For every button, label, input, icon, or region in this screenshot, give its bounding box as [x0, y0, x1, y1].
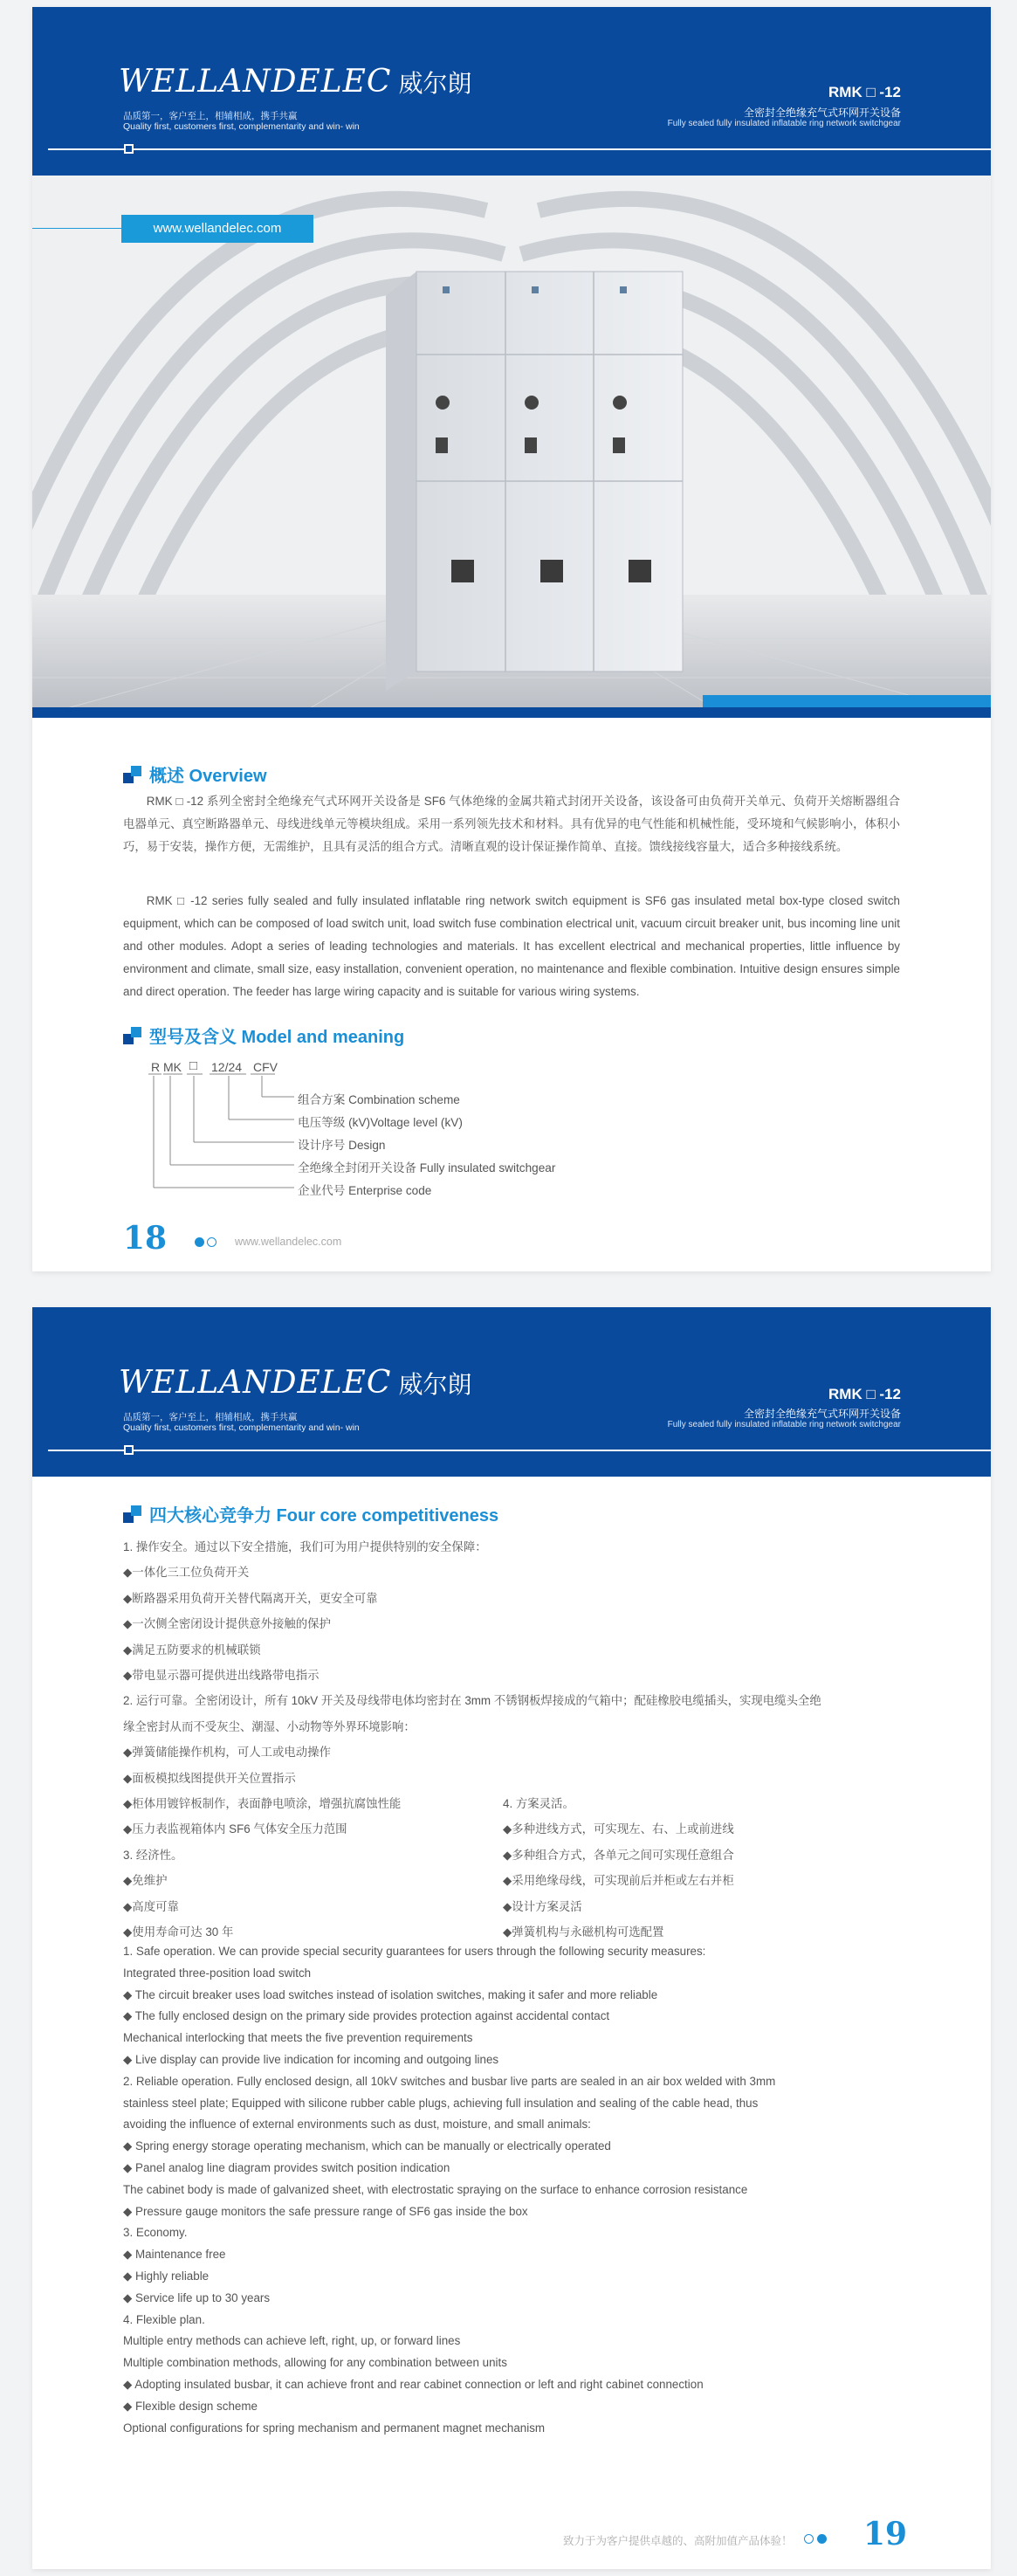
- website-url-tag[interactable]: www.wellandelec.com: [121, 215, 313, 243]
- footer-url[interactable]: www.wellandelec.com: [235, 1236, 342, 1248]
- hero-photo: [32, 176, 991, 718]
- en-line: ◆ Highly reliable: [123, 2269, 210, 2283]
- page-header: [32, 1307, 991, 1477]
- en-line: ◆ Spring energy storage operating mechanism, which can be manually or electrically operated: [123, 2139, 611, 2153]
- brand-name-en: WELLANDELEC: [119, 1365, 392, 1401]
- header-rule-marker: [124, 144, 134, 154]
- hero-base-bar: [32, 707, 991, 718]
- catalog-page-19: [32, 1307, 991, 2569]
- en-line: Integrated three-position load switch: [123, 1966, 312, 1980]
- en-line: ◆ The circuit breaker uses load switches instead of isolation switches, making it safer and more reliable: [123, 1987, 658, 2001]
- product-heading: [552, 7, 901, 138]
- slogan-cn: 品质第一，客户至上，相辅相成，携手共赢: [123, 1412, 298, 1422]
- cn-line: ◆面板模拟线图提供开关位置指示: [123, 1771, 296, 1785]
- slogan-en: Quality first, customers first, complementarity and win- win: [123, 121, 360, 132]
- en-line: 1. Safe operation. We can provide special security guarantees for users through the following security measures:: [123, 1945, 706, 1958]
- hero-accent-bar: [703, 695, 991, 707]
- en-line: ◆ Live display can provide live indication for incoming and outgoing lines: [123, 2053, 499, 2066]
- en-line: 4. Flexible plan.: [123, 2312, 205, 2326]
- model-label-combination: 组合方案 Combination scheme: [298, 1093, 460, 1106]
- en-line: ◆ Maintenance free: [123, 2248, 226, 2262]
- cn-line: 缘全密封从而不受灰尘、潮湿、小动物等外界环境影响：: [123, 1719, 416, 1733]
- cn-line: ◆一次侧全密闭设计提供意外接触的保护: [123, 1617, 331, 1631]
- page-header: [32, 7, 991, 176]
- slogan-cn: 品质第一，客户至上，相辅相成，携手共赢: [123, 111, 298, 121]
- en-line: Multiple entry methods can achieve left, right, up, or forward lines: [123, 2334, 461, 2348]
- cn-line-right-col: ◆采用绝缘母线，可实现前后并柜或左右并柜: [503, 1874, 734, 1888]
- competitiveness-heading: [123, 1501, 498, 1526]
- model-meaning-title: 型号及含义 Model and meaning: [149, 1028, 405, 1047]
- page-dot-outline-icon: [207, 1237, 216, 1247]
- overview-paragraph-en: RMK □ -12 series fully sealed and fully insulated inflatable ring network switch equipment is SF6 gas insulated metal box-type closed switch equipment, which can be composed of load switch unit, load switch fuse combination electrical unit, vacuum circuit breaker unit, bus incoming line unit and other modules. Adopt a series of leading technologies and materials. It has excellent electrical and mechanical properties, little influence by environment and climate, small size, easy installation, convenient operation, no maintenance and flexible combination. Intuitive design ensures simple and direct operation. The feeder has large wiring capacity and is suitable for various wiring systems.: [123, 894, 900, 998]
- cn-line: ◆断路器采用负荷开关替代隔离开关，更安全可靠: [123, 1591, 378, 1605]
- section-mark-icon: [123, 1505, 142, 1523]
- page-dot-outline-icon: [804, 2534, 814, 2544]
- cn-line-right-col: ◆多种组合方式，各单元之间可实现任意组合: [503, 1848, 734, 1862]
- brand-logo: [119, 1365, 471, 1401]
- url-tag-line: [32, 228, 121, 229]
- brand-name-cn: 威尔朗: [398, 69, 472, 98]
- product-model: RMK □ -12: [828, 84, 901, 100]
- overview-paragraph-cn: RMK □ -12 系列全密封全绝缘充气式环网开关设备是 SF6 气体绝缘的金属共箱式封闭开关设备，该设备可由负荷开关单元、负荷开关熔断器组合电器单元、真空断路器单元、母线进线单元等模块组成。采用一系列领先技术和材料。具有优异的电气性能和机械性能，受环境和气候影响小，体积小巧，易于安装，操作方便，无需维护，且具有灵活的组合方式。清晰直观的设计保证操作简单、直接。馈线接线容量大，适合多种接线系统。: [123, 795, 900, 853]
- brand-name-en: WELLANDELEC: [119, 64, 392, 100]
- en-line: avoiding the influence of external environments such as dust, moisture, and small animals:: [123, 2118, 591, 2132]
- en-line: 2. Reliable operation. Fully enclosed design, all 10kV switches and busbar live parts are sealed in an air box welded with 3mm: [123, 2074, 776, 2088]
- model-code-part-4: 12/24: [211, 1060, 243, 1074]
- product-model: RMK □ -12: [828, 1386, 901, 1402]
- model-label-enterprise: 企业代号 Enterprise code: [298, 1184, 432, 1197]
- overview-heading: [123, 761, 267, 787]
- cn-line: ◆带电显示器可提供进出线路带电指示: [123, 1669, 320, 1682]
- cn-line-left-col: ◆压力表监视箱体内 SF6 气体安全压力范围: [123, 1822, 347, 1836]
- product-heading: [552, 1307, 901, 1438]
- en-line: ◆ Adopting insulated busbar, it can achieve front and rear cabinet connection or left and right cabinet connection: [123, 2378, 704, 2391]
- cn-line-right-col: ◆多种进线方式，可实现左、右、上或前进线: [503, 1822, 734, 1836]
- product-name-cn: 全密封全绝缘充气式环网开关设备: [743, 1408, 901, 1420]
- cn-line-left-col: 3. 经济性。: [123, 1848, 183, 1862]
- cn-line: 2. 运行可靠。全密闭设计，所有 10kV 开关及母线带电体均密封在 3mm 不锈钢板焊接成的气箱中；配硅橡胶电缆插头，实现电缆头全绝: [123, 1694, 821, 1708]
- model-meaning-heading: [123, 1023, 404, 1048]
- cn-line-right-col: ◆设计方案灵活: [503, 1899, 582, 1913]
- page-number: 18: [123, 1220, 168, 1257]
- product-name-en: Fully sealed fully insulated inflatable ring network switchgear: [667, 119, 901, 128]
- cn-line-left-col: ◆高度可靠: [123, 1899, 179, 1913]
- en-line: ◆ The fully enclosed design on the primary side provides protection against accidental contact: [123, 2009, 610, 2023]
- en-line: stainless steel plate; Equipped with silicone rubber cable plugs, achieving full insulation and sealing of the cable head, thus: [123, 2096, 759, 2110]
- hallway-switchgear-illustration: [32, 176, 991, 718]
- header-rule: [48, 148, 991, 150]
- en-line: Mechanical interlocking that meets the five prevention requirements: [123, 2031, 473, 2045]
- catalog-page-18: [32, 7, 991, 1271]
- product-name-en: Fully sealed fully insulated inflatable ring network switchgear: [667, 1420, 901, 1429]
- cn-line-left-col: ◆使用寿命可达 30 年: [123, 1925, 234, 1939]
- product-name-cn: 全密封全绝缘充气式环网开关设备: [743, 107, 901, 119]
- section-mark-icon: [123, 1027, 142, 1044]
- cn-line: ◆弹簧储能操作机构，可人工或电动操作: [123, 1746, 331, 1760]
- en-line: Optional configurations for spring mechanism and permanent magnet mechanism: [123, 2421, 546, 2435]
- en-line: The cabinet body is made of galvanized sheet, with electrostatic spraying on the surface to enhance corrosion resistance: [123, 2182, 748, 2196]
- cn-line: 1. 操作安全。通过以下安全措施，我们可为用户提供特别的安全保障：: [123, 1540, 487, 1553]
- slogan-en: Quality first, customers first, complementarity and win- win: [123, 1422, 360, 1433]
- cn-line-right-col: 4. 方案灵活。: [503, 1797, 574, 1810]
- model-code-part-5: CFV: [253, 1060, 278, 1074]
- model-code-part-2: MK: [163, 1060, 182, 1074]
- page-dot-filled-icon: [195, 1237, 204, 1247]
- header-rule-marker: [124, 1445, 134, 1455]
- footer-slogan: 致力于为客户提供卓越的、高附加值产品体验！: [563, 2535, 793, 2547]
- brand-logo: [119, 64, 471, 100]
- competitiveness-title: 四大核心竞争力 Four core competitiveness: [149, 1506, 499, 1526]
- section-mark-icon: [123, 766, 142, 783]
- model-code-part-1: R: [151, 1060, 161, 1074]
- model-label-switchgear: 全绝缘全封闭开关设备 Fully insulated switchgear: [298, 1161, 556, 1174]
- en-line: ◆ Panel analog line diagram provides switch position indication: [123, 2161, 450, 2174]
- brand-name-cn: 威尔朗: [398, 1370, 472, 1399]
- model-label-design: 设计序号 Design: [298, 1139, 386, 1152]
- en-line: ◆ Flexible design scheme: [123, 2399, 258, 2413]
- cn-line: ◆满足五防要求的机械联锁: [123, 1643, 261, 1656]
- en-line: ◆ Service life up to 30 years: [123, 2290, 271, 2304]
- overview-title: 概述 Overview: [149, 767, 267, 786]
- page-number: 19: [863, 2516, 908, 2552]
- en-line: Multiple combination methods, allowing for any combination between units: [123, 2356, 507, 2370]
- cn-line: ◆一体化三工位负荷开关: [123, 1566, 250, 1580]
- en-line: ◆ Pressure gauge monitors the safe pressure range of SF6 gas inside the box: [123, 2204, 528, 2218]
- cn-line-left-col: ◆免维护: [123, 1874, 168, 1888]
- page-dot-filled-icon: [817, 2534, 827, 2544]
- header-rule: [48, 1450, 991, 1451]
- model-code-part-3: □: [189, 1058, 198, 1073]
- model-label-voltage: 电压等级 (kV)Voltage level (kV): [298, 1116, 463, 1129]
- en-line: 3. Economy.: [123, 2226, 188, 2240]
- cn-line-right-col: ◆弹簧机构与永磁机构可选配置: [503, 1925, 664, 1939]
- cn-line-left-col: ◆柜体用镀锌板制作，表面静电喷涂，增强抗腐蚀性能: [123, 1797, 402, 1810]
